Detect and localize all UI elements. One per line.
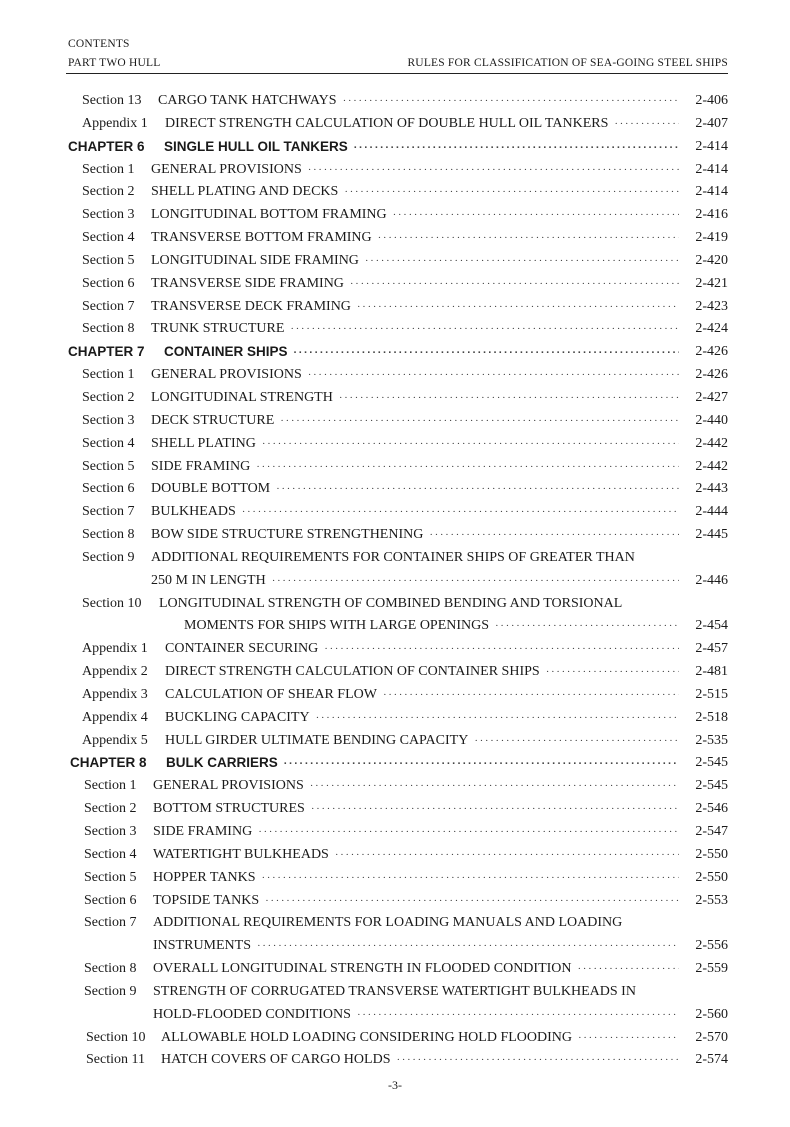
toc-entry-label: Section 5 (82, 252, 135, 268)
toc-entry-title: BOTTOM STRUCTURES (153, 801, 305, 817)
toc-entry[interactable] (0, 181, 790, 204)
dot-leader (257, 935, 679, 958)
dot-leader (242, 501, 679, 524)
toc-entry-label: Appendix 4 (82, 709, 148, 725)
chapter-title: SINGLE HULL OIL TANKERS (164, 138, 348, 154)
toc-entry-title: TRANSVERSE DECK FRAMING (151, 298, 351, 314)
toc-entry-page: 2-445 (695, 527, 728, 543)
toc-entry[interactable] (0, 273, 790, 296)
toc-entry-title: TOPSIDE TANKS (153, 892, 260, 908)
dot-leader (343, 90, 679, 113)
toc-entry[interactable] (0, 775, 790, 798)
toc-entry-page: 2-457 (695, 641, 728, 657)
toc-entry-label: Section 2 (82, 184, 135, 200)
toc-entry-page: 2-550 (695, 869, 728, 885)
toc-entry-title: ADDITIONAL REQUIREMENTS FOR CONTAINER SHIPS OF GREATER THAN (151, 549, 635, 565)
toc-entry[interactable] (0, 661, 790, 684)
toc-entry[interactable] (0, 707, 790, 730)
toc-entry-page: 2-419 (695, 230, 728, 246)
toc-entry-page: 2-420 (695, 252, 728, 268)
toc-entry-title: CONTAINER SECURING (165, 641, 319, 657)
toc-entry-page: 2-545 (695, 755, 728, 771)
toc-entry-title: SIDE FRAMING (151, 458, 251, 474)
toc-entry-title: LONGITUDINAL SIDE FRAMING (151, 252, 359, 268)
toc-entry-continuation[interactable] (0, 1004, 790, 1027)
toc-entry-title: BUCKLING CAPACITY (165, 709, 310, 725)
toc-entry-page: 2-426 (695, 344, 728, 360)
toc-entry-title: SHELL PLATING AND DECKS (151, 184, 339, 200)
chapter-heading[interactable] (0, 752, 790, 775)
toc-entry-page: 2-443 (695, 481, 728, 497)
toc-entry-continuation[interactable] (0, 570, 790, 593)
toc-entry[interactable] (0, 684, 790, 707)
chapter-title: CONTAINER SHIPS (164, 344, 288, 360)
dot-leader (365, 250, 679, 273)
table-of-contents (0, 90, 790, 1072)
dot-leader (311, 798, 679, 821)
toc-entry-page: 2-440 (695, 412, 728, 428)
dot-leader (335, 844, 679, 867)
toc-entry-label: Appendix 5 (82, 732, 148, 748)
toc-entry-label: Section 7 (84, 915, 137, 931)
toc-entry-title: BULKHEADS (151, 504, 236, 520)
toc-entry-label: Section 1 (84, 778, 137, 794)
toc-entry[interactable] (0, 318, 790, 341)
dot-leader (546, 661, 679, 684)
dot-leader (324, 638, 679, 661)
toc-entry[interactable] (0, 387, 790, 410)
toc-entry-label: Section 4 (84, 846, 137, 862)
toc-entry-page: 2-444 (695, 504, 728, 520)
toc-entry-page: 2-426 (695, 367, 728, 383)
dot-leader (578, 958, 679, 981)
toc-entry-title: GENERAL PROVISIONS (151, 161, 302, 177)
toc-entry[interactable] (0, 204, 790, 227)
toc-entry-title: ADDITIONAL REQUIREMENTS FOR LOADING MANUALS AND LOADING (153, 915, 623, 931)
toc-entry-label: Section 6 (82, 481, 135, 497)
toc-entry[interactable] (0, 524, 790, 547)
dot-leader (350, 273, 679, 296)
toc-entry-page: 2-535 (695, 732, 728, 748)
toc-entry-page: 2-407 (695, 115, 728, 131)
toc-entry[interactable] (0, 844, 790, 867)
toc-entry-title: WATERTIGHT BULKHEADS (153, 846, 329, 862)
toc-entry-label: Section 2 (84, 801, 137, 817)
toc-entry-page: 2-515 (695, 686, 728, 702)
toc-entry-label: Section 9 (82, 549, 135, 565)
dot-leader (429, 524, 679, 547)
toc-entry-title: BOW SIDE STRUCTURE STRENGTHENING (151, 527, 424, 543)
dot-leader (495, 615, 679, 638)
toc-entry-page: 2-442 (695, 435, 728, 451)
chapter-label: CHAPTER 6 (68, 138, 145, 154)
toc-entry-continuation[interactable] (0, 935, 790, 958)
toc-entry-page: 2-553 (695, 892, 728, 908)
toc-entry-page: 2-424 (695, 321, 728, 337)
toc-entry-page: 2-570 (695, 1029, 728, 1045)
toc-entry-page: 2-560 (695, 1006, 728, 1022)
toc-entry[interactable] (0, 821, 790, 844)
dot-leader (383, 684, 679, 707)
toc-entry-title: LONGITUDINAL STRENGTH (151, 389, 333, 405)
toc-entry-title: LONGITUDINAL STRENGTH OF COMBINED BENDING AND TORSIONAL (159, 595, 623, 611)
dot-leader (357, 296, 679, 319)
toc-entry-label: Section 7 (82, 504, 135, 520)
toc-entry-title: STRENGTH OF CORRUGATED TRANSVERSE WATERTIGHT BULKHEADS IN (153, 983, 636, 999)
dot-leader (344, 181, 679, 204)
toc-entry-label: Section 11 (86, 1052, 145, 1068)
toc-entry-title: INSTRUMENTS (153, 938, 252, 954)
toc-entry-label: Section 3 (82, 207, 135, 223)
toc-entry-label: Section 4 (82, 230, 135, 246)
toc-entry-label: Appendix 2 (82, 664, 148, 680)
toc-entry-title: SHELL PLATING (151, 435, 256, 451)
toc-entry[interactable] (0, 547, 790, 570)
toc-entry-label: Section 9 (84, 983, 137, 999)
dot-leader (262, 433, 679, 456)
dot-leader (265, 890, 679, 913)
dot-leader (578, 1027, 679, 1050)
toc-entry-label: Section 1 (82, 367, 135, 383)
toc-entry[interactable] (0, 364, 790, 387)
toc-entry-title: GENERAL PROVISIONS (153, 778, 304, 794)
toc-entry-title: SIDE FRAMING (153, 824, 253, 839)
dot-leader (339, 387, 679, 410)
toc-entry-title: LONGITUDINAL BOTTOM FRAMING (151, 207, 387, 223)
toc-entry-title: DECK STRUCTURE (151, 412, 275, 428)
chapter-heading[interactable] (0, 341, 790, 364)
toc-entry[interactable] (0, 90, 790, 113)
header-contents: CONTENTS (68, 38, 130, 50)
chapter-label: CHAPTER 7 (68, 344, 145, 360)
toc-entry[interactable] (0, 912, 790, 935)
toc-entry-title: TRANSVERSE SIDE FRAMING (151, 275, 344, 291)
toc-entry[interactable] (0, 433, 790, 456)
toc-entry-label: Section 10 (86, 1029, 146, 1045)
toc-entry[interactable] (0, 250, 790, 273)
toc-entry-label: Section 6 (82, 275, 135, 291)
toc-entry-page: 2-414 (695, 161, 728, 177)
toc-entry-title: DIRECT STRENGTH CALCULATION OF CONTAINER SHIPS (165, 664, 540, 680)
toc-entry[interactable] (0, 227, 790, 250)
dot-leader (256, 456, 679, 479)
toc-entry[interactable] (0, 478, 790, 501)
toc-entry-title: DOUBLE BOTTOM (151, 481, 271, 497)
toc-entry-page: 2-421 (695, 275, 728, 291)
dot-leader (614, 113, 679, 136)
toc-entry-page: 2-545 (695, 778, 728, 794)
toc-entry-label: Section 8 (82, 527, 135, 543)
toc-entry-label: Section 3 (82, 412, 135, 428)
toc-entry-page: 2-442 (695, 458, 728, 474)
toc-entry-page: 2-559 (695, 961, 728, 977)
dot-leader (474, 730, 679, 753)
toc-entry[interactable] (0, 958, 790, 981)
toc-entry[interactable] (0, 113, 790, 136)
toc-entry-label: Section 4 (82, 435, 135, 451)
toc-entry[interactable] (0, 410, 790, 433)
toc-entry-label: Section 13 (82, 93, 142, 108)
toc-entry-label: Appendix 1 (82, 115, 148, 131)
header-rules-title: RULES FOR CLASSIFICATION OF SEA-GOING STEEL SHIPS (407, 57, 728, 69)
toc-entry-title: HATCH COVERS OF CARGO HOLDS (161, 1052, 391, 1068)
toc-entry[interactable] (0, 867, 790, 890)
toc-entry-page: 2-414 (695, 184, 728, 200)
toc-entry[interactable] (0, 159, 790, 182)
dot-leader (393, 204, 679, 227)
toc-entry[interactable] (0, 1027, 790, 1050)
toc-entry-title: GENERAL PROVISIONS (151, 367, 302, 383)
toc-entry-page: 2-556 (695, 938, 728, 954)
dot-leader (310, 775, 679, 798)
toc-entry-title: TRANSVERSE BOTTOM FRAMING (151, 230, 372, 246)
chapter-title: BULK CARRIERS (166, 755, 278, 771)
header-part: PART TWO HULL (68, 57, 161, 69)
dot-leader (284, 753, 679, 776)
toc-entry-label: Section 5 (84, 869, 137, 885)
toc-entry-title: MOMENTS FOR SHIPS WITH LARGE OPENINGS (184, 618, 490, 634)
toc-entry-page: 2-546 (695, 801, 728, 817)
dot-leader (294, 342, 679, 365)
toc-entry[interactable] (0, 981, 790, 1004)
toc-entry-page: 2-454 (695, 618, 728, 634)
dot-leader (272, 570, 679, 593)
dot-leader (258, 821, 679, 844)
toc-entry-label: Section 6 (84, 892, 137, 908)
toc-entry[interactable] (0, 1049, 790, 1072)
toc-entry-title: HOPPER TANKS (153, 869, 256, 885)
toc-entry[interactable] (0, 638, 790, 661)
toc-entry-title: CALCULATION OF SHEAR FLOW (165, 686, 377, 702)
toc-entry-page: 2-406 (695, 93, 728, 108)
toc-entry-label: Section 3 (84, 824, 137, 839)
dot-leader (290, 318, 679, 341)
toc-entry-page: 2-414 (695, 138, 728, 154)
toc-entry-page: 2-416 (695, 207, 728, 223)
toc-entry[interactable] (0, 890, 790, 913)
toc-entry[interactable] (0, 456, 790, 479)
toc-entry[interactable] (0, 501, 790, 524)
toc-entry-title: OVERALL LONGITUDINAL STRENGTH IN FLOODED CONDITION (153, 961, 572, 977)
dot-leader (276, 478, 679, 501)
toc-entry-label: Section 8 (82, 321, 135, 337)
toc-entry-label: Section 8 (84, 961, 137, 977)
toc-entry[interactable] (0, 296, 790, 319)
dot-leader (357, 1004, 679, 1027)
chapter-label: CHAPTER 8 (70, 755, 147, 771)
dot-leader (316, 707, 679, 730)
toc-entry-page: 2-550 (695, 846, 728, 862)
header-divider (66, 73, 728, 74)
dot-leader (308, 159, 679, 182)
toc-entry-label: Section 10 (82, 595, 142, 611)
toc-entry-page: 2-481 (695, 664, 728, 680)
toc-entry-label: Section 5 (82, 458, 135, 474)
dot-leader (354, 137, 679, 160)
dot-leader (378, 227, 679, 250)
toc-entry-title: DIRECT STRENGTH CALCULATION OF DOUBLE HULL OIL TANKERS (165, 115, 609, 131)
toc-entry-title: HULL GIRDER ULTIMATE BENDING CAPACITY (165, 732, 469, 748)
toc-entry[interactable] (0, 730, 790, 753)
toc-entry-page: 2-423 (695, 298, 728, 314)
toc-entry[interactable] (0, 593, 790, 616)
toc-entry-page: 2-574 (695, 1052, 728, 1068)
toc-entry-page: 2-427 (695, 389, 728, 405)
dot-leader (396, 1049, 679, 1072)
toc-entry-label: Appendix 1 (82, 641, 148, 657)
toc-entry-title: HOLD-FLOODED CONDITIONS (153, 1006, 351, 1022)
dot-leader (308, 364, 679, 387)
toc-entry[interactable] (0, 798, 790, 821)
toc-entry-title: CARGO TANK HATCHWAYS (158, 93, 337, 108)
toc-entry-label: Section 7 (82, 298, 135, 314)
toc-entry-title: 250 M IN LENGTH (151, 572, 266, 588)
page-number: -3- (388, 1078, 402, 1092)
chapter-heading[interactable] (0, 136, 790, 159)
dot-leader (280, 410, 679, 433)
toc-entry-page: 2-446 (695, 572, 728, 588)
toc-entry-label: Section 2 (82, 389, 135, 405)
toc-entry-label: Appendix 3 (82, 686, 148, 702)
toc-entry-title: TRUNK STRUCTURE (151, 321, 285, 337)
toc-entry-page: 2-518 (695, 709, 728, 725)
toc-entry-label: Section 1 (82, 161, 135, 177)
dot-leader (261, 867, 679, 890)
toc-entry-title: ALLOWABLE HOLD LOADING CONSIDERING HOLD FLOODING (161, 1029, 573, 1045)
toc-entry-page: 2-547 (695, 824, 728, 839)
toc-entry-continuation[interactable] (0, 615, 790, 638)
